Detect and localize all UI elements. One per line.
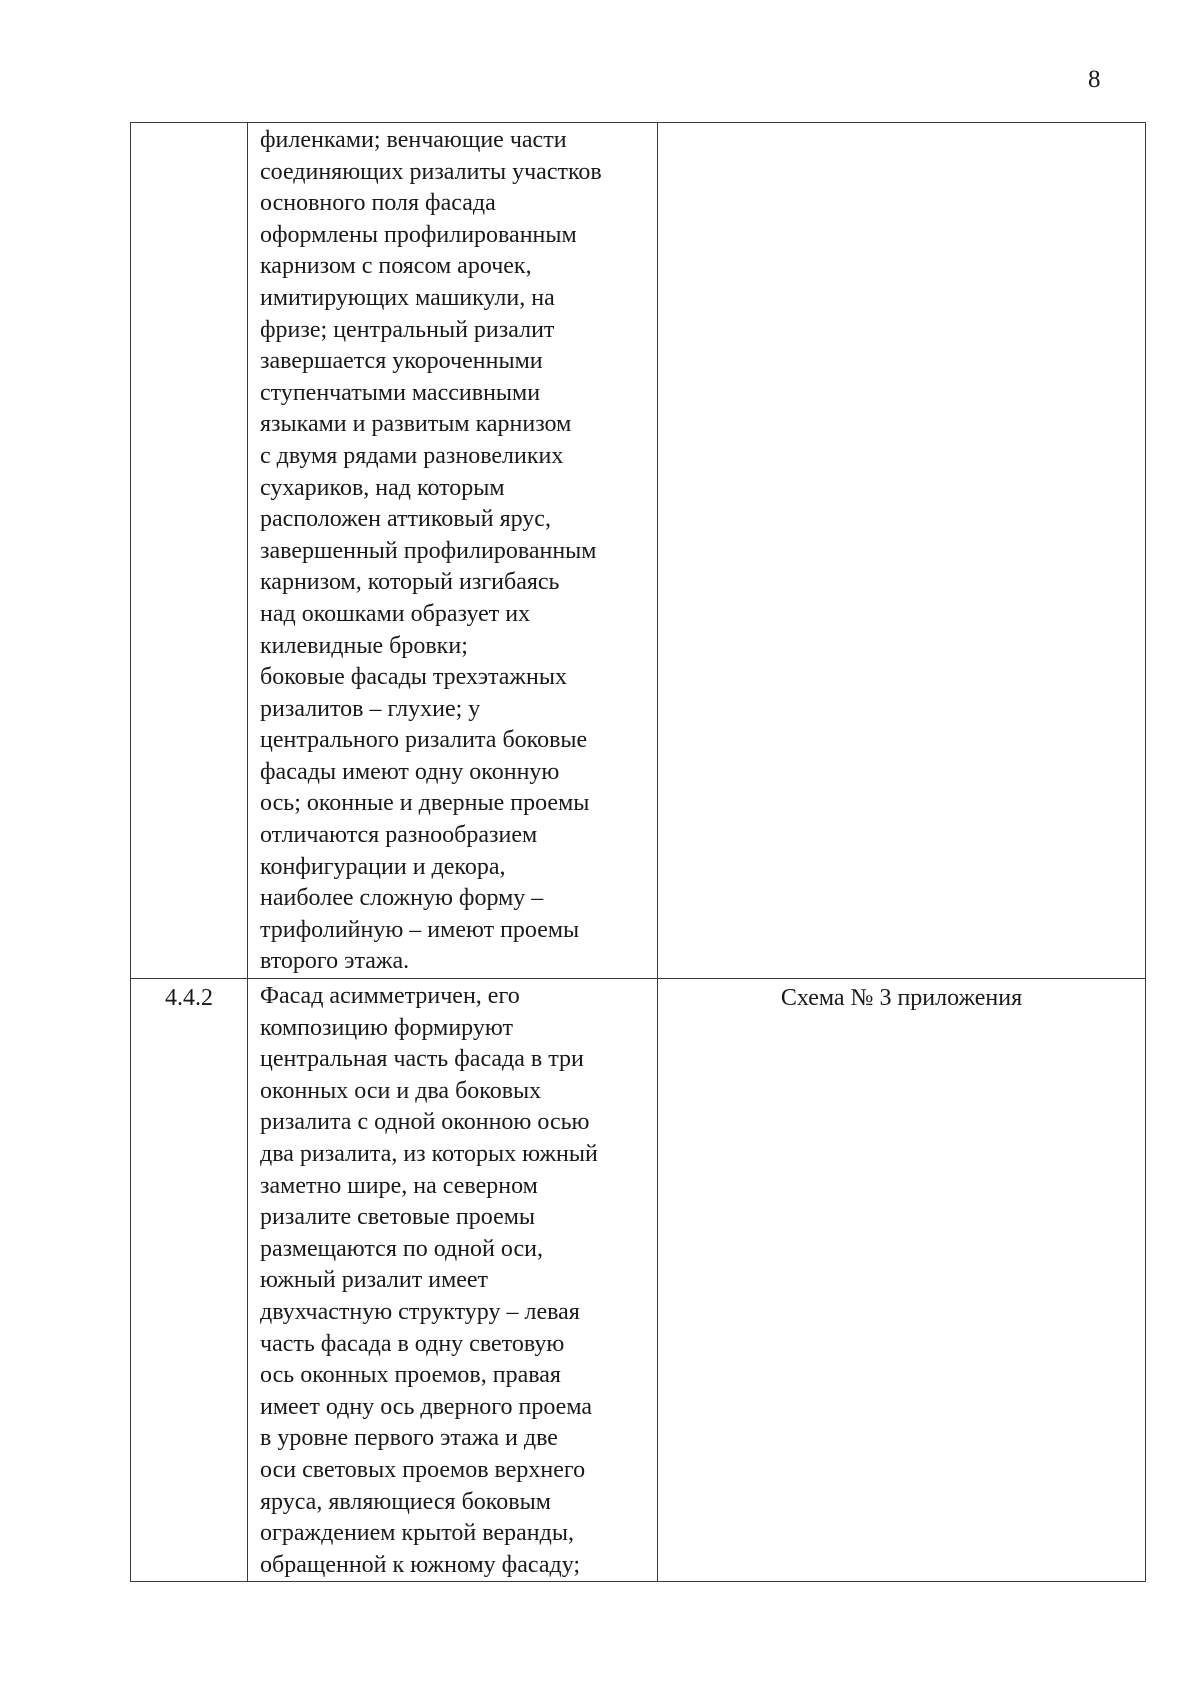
description-line: оси световых проемов верхнего bbox=[260, 1456, 586, 1483]
description-line: килевидные бровки; bbox=[260, 632, 468, 659]
description-table bbox=[130, 122, 1146, 1582]
item-number-cell: 4.4.2 bbox=[131, 979, 248, 1582]
description-line: ось оконных проемов, правая bbox=[260, 1362, 561, 1389]
description-line: размещаются по одной оси, bbox=[260, 1235, 543, 1262]
description-line: отличаются разнообразием bbox=[260, 822, 538, 849]
description-line: карнизом, который изгибаясь bbox=[260, 569, 560, 596]
description-line: наиболее сложную форму – bbox=[260, 885, 544, 912]
description-line: второго этажа. bbox=[260, 948, 410, 975]
description-cell bbox=[248, 979, 658, 1582]
description-line: ризалитов – глухие; у bbox=[260, 695, 481, 722]
description-line: ризалита с одной оконною осью bbox=[260, 1109, 590, 1136]
description-line: центральная часть фасада в три bbox=[260, 1046, 584, 1073]
description-line: с двумя рядами разновеликих bbox=[260, 442, 564, 469]
description-line: соединяющих ризалиты участков bbox=[260, 158, 602, 185]
description-line: оконных оси и два боковых bbox=[260, 1077, 542, 1104]
description-line: над окошками образует их bbox=[260, 600, 531, 627]
description-line: фасады имеют одну оконную bbox=[260, 758, 560, 785]
description-line: трифолийную – имеют проемы bbox=[260, 916, 580, 943]
description-line: двухчастную структуру – левая bbox=[260, 1298, 580, 1325]
description-line: языками и развитым карнизом bbox=[260, 411, 572, 438]
table-row bbox=[131, 123, 1146, 979]
description-line: фризе; центральный ризалит bbox=[260, 316, 555, 343]
description-line: конфигурации и декора, bbox=[260, 853, 506, 880]
description-line: ступенчатыми массивными bbox=[260, 379, 541, 406]
reference-cell bbox=[658, 123, 1146, 979]
page-number: 8 bbox=[1088, 66, 1101, 93]
description-line: расположен аттиковый ярус, bbox=[260, 506, 551, 533]
description-line: завершенный профилированным bbox=[260, 537, 597, 564]
item-number-cell bbox=[131, 123, 248, 979]
description-line: Фасад асимметричен, его bbox=[260, 983, 520, 1010]
description-line: оформлены профилированным bbox=[260, 221, 577, 248]
description-line: композицию формируют bbox=[260, 1014, 513, 1041]
table-row bbox=[131, 979, 1146, 1582]
description-line: ризалите световые проемы bbox=[260, 1204, 536, 1231]
description-line: сухариков, над которым bbox=[260, 474, 505, 501]
description-line: центрального ризалита боковые bbox=[260, 727, 588, 754]
description-line: карнизом с поясом арочек, bbox=[260, 253, 532, 280]
description-line: часть фасада в одну световую bbox=[260, 1330, 565, 1357]
description-line: обращенной к южному фасаду; bbox=[260, 1551, 581, 1578]
description-line: имеет одну ось дверного проема bbox=[260, 1393, 592, 1420]
description-line: южный ризалит имеет bbox=[260, 1267, 489, 1294]
description-cell bbox=[248, 123, 658, 979]
description-line: боковые фасады трехэтажных bbox=[260, 664, 567, 691]
description-line: два ризалита, из которых южный bbox=[260, 1141, 598, 1167]
description-line: основного поля фасада bbox=[260, 190, 496, 217]
description-line: завершается укороченными bbox=[260, 348, 543, 375]
description-line: в уровне первого этажа и две bbox=[260, 1425, 558, 1452]
description-line: яруса, являющиеся боковым bbox=[260, 1488, 551, 1515]
description-line: заметно шире, на северном bbox=[260, 1172, 538, 1199]
description-line: филенками; венчающие части bbox=[260, 127, 567, 153]
description-line: имитирующих машикули, на bbox=[260, 284, 555, 311]
description-line: ограждением крытой веранды, bbox=[260, 1520, 574, 1547]
description-line: ось; оконные и дверные проемы bbox=[260, 790, 590, 817]
reference-cell: Схема № 3 приложения bbox=[658, 979, 1146, 1582]
